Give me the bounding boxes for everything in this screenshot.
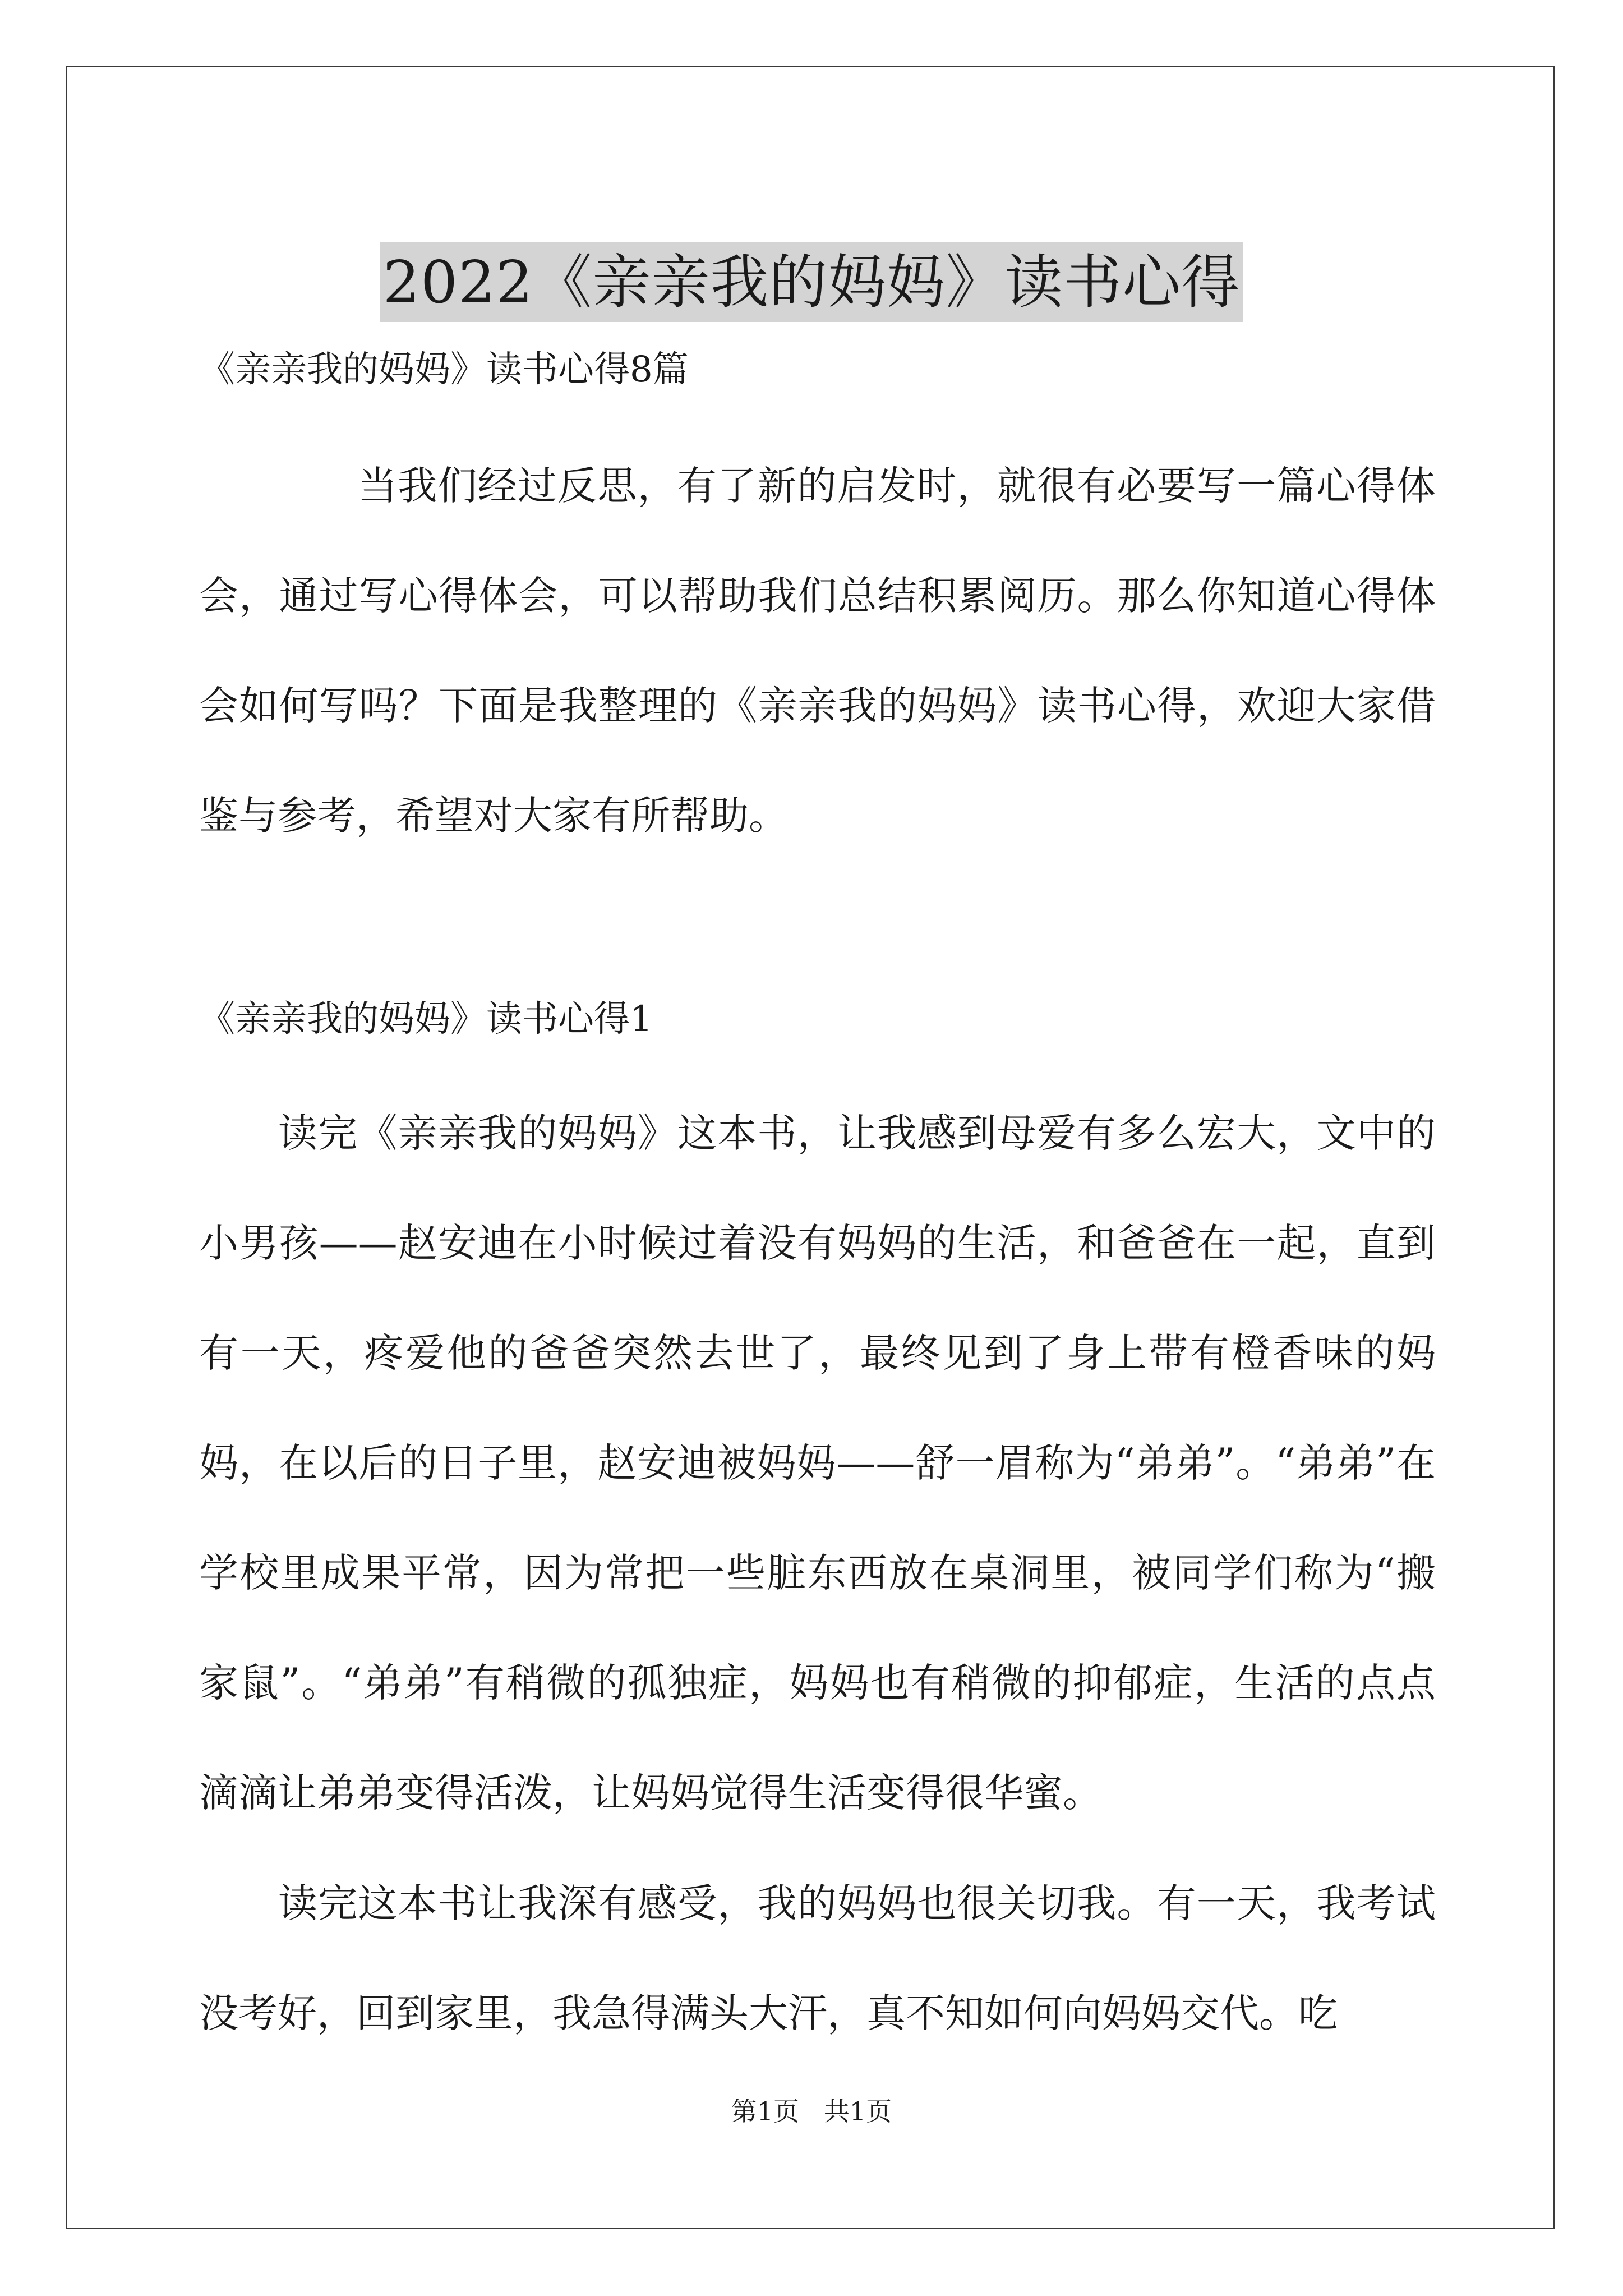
document-subtitle: 《亲亲我的妈妈》读书心得8篇: [199, 349, 689, 390]
title-container: [0, 203, 1623, 361]
body-paragraph: 读完《亲亲我的妈妈》这本书，让我感到母爱有多么宏大，文中的小男孩——赵安迪在小时候过着没有妈妈的生活，和爸爸在一起，直到有一天，疼爱他的爸爸突然去世了，最终见到了身上带有橙香味的妈妈，在以后的日子里，赵安迪被妈妈——舒一眉称为“弟弟”。“弟弟”在学校里成果平常，因为常把一些脏东西放在桌洞里，被同学们称为“搬家鼠”。“弟弟”有稍微的孤独症，妈妈也有稍微的抑郁症，生活的点点滴滴让弟弟变得活泼，让妈妈觉得生活变得很华蜜。: [199, 1110, 1436, 1816]
intro-paragraph: 当我们经过反思，有了新的启发时，就很有必要写一篇心得体会，通过写心得体会，可以帮助我们总结积累阅历。那么你知道心得体会如何写吗？下面是我整理的《亲亲我的妈妈》读书心得，欢迎大家借鉴与参考，希望对大家有所帮助。: [199, 463, 1436, 839]
body-paragraph: 读完这本书让我深有感受，我的妈妈也很关切我。有一天，我考试没考好，回到家里，我急得满头大汗，真不知如何向妈妈交代。吃: [199, 1880, 1436, 2036]
page-footer: 第1页 共1页: [731, 2096, 892, 2127]
section-heading: 《亲亲我的妈妈》读书心得1: [199, 999, 653, 1040]
document-title: 2022《亲亲我的妈妈》读书心得: [380, 242, 1244, 322]
